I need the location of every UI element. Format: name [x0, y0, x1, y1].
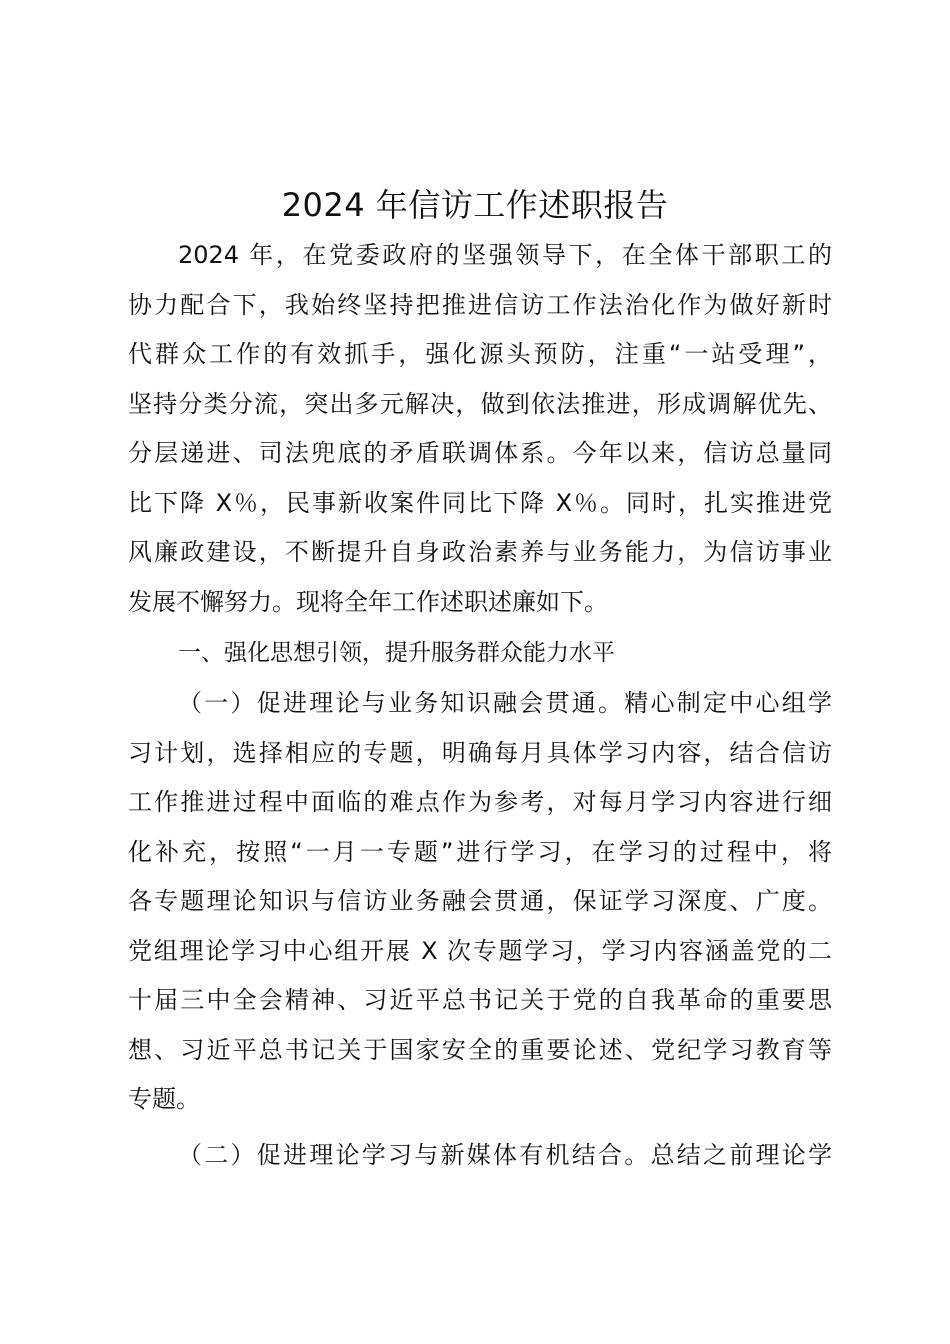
paragraph-line: 风廉政建设，不断提升自身政治素养与业务能力，为信访事业 [128, 538, 832, 566]
document-body [128, 231, 832, 1180]
paragraph-line: 化补充，按照“一月一专题”进行学习，在学习的过程中，将 [128, 837, 832, 866]
paragraph-line: 专题。 [128, 1085, 200, 1113]
paragraph-line: 坚持分类分流，突出多元解决，做到依法推进，形成调解优先、 [128, 389, 832, 418]
paragraph-line: 党组理论学习中心组开展 X 次专题学习，学习内容涵盖党的二 [128, 936, 832, 965]
paragraph-line: 十届三中全会精神、习近平总书记关于党的自我革命的重要思 [128, 986, 832, 1014]
paragraph-line: 2024 年，在党委政府的坚强领导下，在全体干部职工的 [178, 241, 832, 269]
paragraph-intro [128, 231, 832, 627]
paragraph-line: 各专题理论知识与信访业务融会贯通，保证学习深度、广度。 [128, 887, 832, 915]
paragraph-theory-study [128, 679, 832, 1125]
paragraph-line: 代群众工作的有效抓手，强化源头预防，注重“一站受理”， [128, 340, 832, 368]
paragraph-line: 工作推进过程中面临的难点作为参考，对每月学习内容进行细 [128, 788, 832, 816]
document-title: 2024 年信访工作述职报告 [281, 186, 669, 224]
paragraph-line: 比下降 X％，民事新收案件同比下降 X％。同时，扎实推进党 [128, 488, 832, 517]
paragraph-line: （二）促进理论学习与新媒体有机结合。总结之前理论学 [178, 1140, 832, 1169]
paragraph-line: 想、习近平总书记关于国家安全的重要论述、党纪学习教育等 [128, 1035, 832, 1064]
paragraph-line: （一）促进理论与业务知识融会贯通。精心制定中心组学 [178, 689, 832, 717]
paragraph-line: 习计划，选择相应的专题，明确每月具体学习内容，结合信访 [128, 738, 832, 767]
paragraph-line: 发展不懈努力。现将全年工作述职述廉如下。 [128, 587, 608, 616]
section-heading: 一、强化思想引领，提升服务群众能力水平 [178, 640, 615, 666]
paragraph-line: 分层递进、司法兜底的矛盾联调体系。今年以来，信访总量同 [128, 439, 832, 467]
paragraph-new-media [128, 1131, 832, 1181]
paragraph-line: 协力配合下，我始终坚持把推进信访工作法治化作为做好新时 [128, 290, 832, 319]
